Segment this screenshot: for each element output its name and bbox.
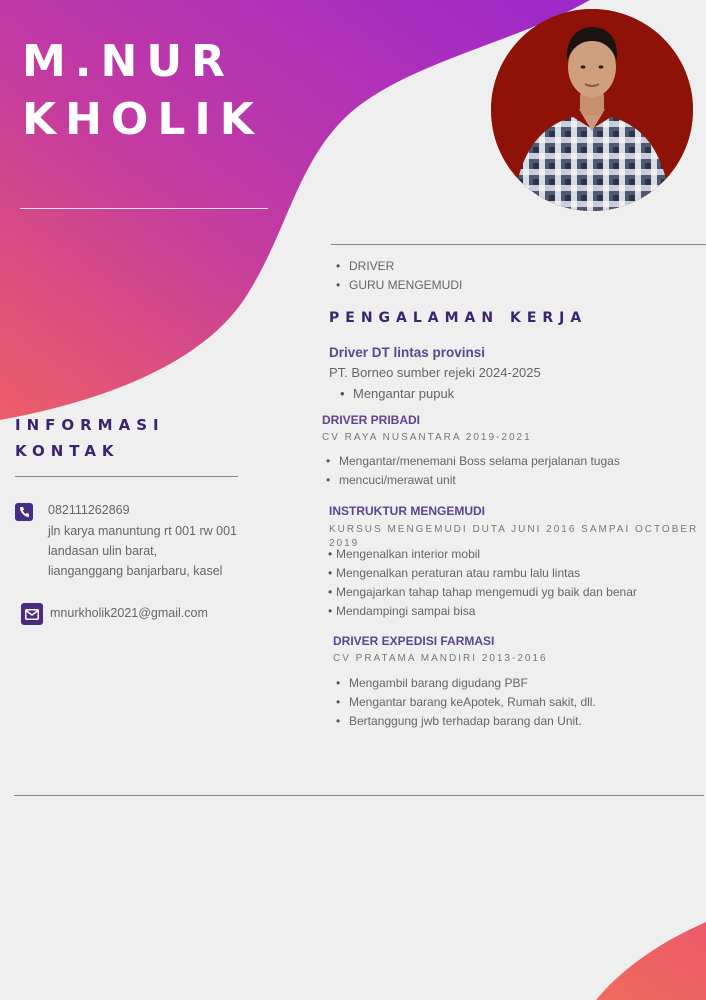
duty-item: • Mengenalkan interior mobil xyxy=(328,545,637,564)
job-company: CV PRATAMA MANDIRI 2013-2016 xyxy=(333,653,548,664)
duty-item: • Mendampingi sampai bisa xyxy=(328,602,637,621)
address-line: jln karya manuntung rt 001 rw 001 xyxy=(48,524,237,538)
job-title: DRIVER EXPEDISI FARMASI xyxy=(333,634,495,648)
experience-section-title: PENGALAMAN KERJA xyxy=(329,310,588,326)
duty-item: • Mengantar pupuk xyxy=(337,384,454,403)
duty-item: • Bertanggung jwb terhadap barang dan Unit. xyxy=(333,712,596,731)
roles-divider xyxy=(331,244,706,245)
job-duties xyxy=(323,452,620,490)
duty-item: • Mengenalkan peraturan atau rambu lalu lintas xyxy=(328,564,637,583)
corner-gradient-wave xyxy=(596,922,706,1000)
job-company: KURSUS MENGEMUDI DUTA JUNI 2016 SAMPAI OCTOBER 2019 xyxy=(329,524,699,549)
job-company: PT. Borneo sumber rejeki 2024-2025 xyxy=(329,365,541,380)
name-divider xyxy=(20,208,268,209)
roles-list xyxy=(333,257,462,295)
name-line-2: KHOLIK xyxy=(22,94,263,145)
contact-title-line-1: INFORMASI xyxy=(15,416,165,434)
job-duties xyxy=(333,674,596,731)
envelope-icon xyxy=(21,603,43,625)
contact-title-line-2: KONTAK xyxy=(15,442,120,460)
duty-item: • Mengambil barang digudang PBF xyxy=(333,674,596,693)
duty-item: • Mengajarkan tahap tahap mengemudi yg baik dan benar xyxy=(328,583,637,602)
address-line: lianganggang banjarbaru, kasel xyxy=(48,564,223,578)
profile-photo xyxy=(491,9,693,211)
bottom-divider xyxy=(14,795,704,796)
job-title: INSTRUKTUR MENGEMUDI xyxy=(329,504,485,518)
job-title: DRIVER PRIBADI xyxy=(322,413,421,427)
contact-divider xyxy=(15,476,238,477)
email-address: mnurkholik2021@gmail.com xyxy=(50,606,208,620)
address-line: landasan ulin barat, xyxy=(48,544,158,558)
duty-item: • mencuci/merawat unit xyxy=(323,471,620,490)
role-item: • GURU MENGEMUDI xyxy=(333,276,462,295)
duty-item: • Mengantar/menemani Boss selama perjalanan tugas xyxy=(323,452,620,471)
name-line-1: M.NUR xyxy=(22,36,234,87)
job-duties xyxy=(337,384,454,403)
duty-item: • Mengantar barang keApotek, Rumah sakit, dll. xyxy=(333,693,596,712)
phone-icon xyxy=(15,503,33,521)
job-duties xyxy=(328,545,637,621)
job-company: CV RAYA NUSANTARA 2019-2021 xyxy=(322,432,532,443)
role-item: • DRIVER xyxy=(333,257,462,276)
job-title: Driver DT lintas provinsi xyxy=(329,345,486,360)
phone-number: 082111262869 xyxy=(48,503,130,517)
